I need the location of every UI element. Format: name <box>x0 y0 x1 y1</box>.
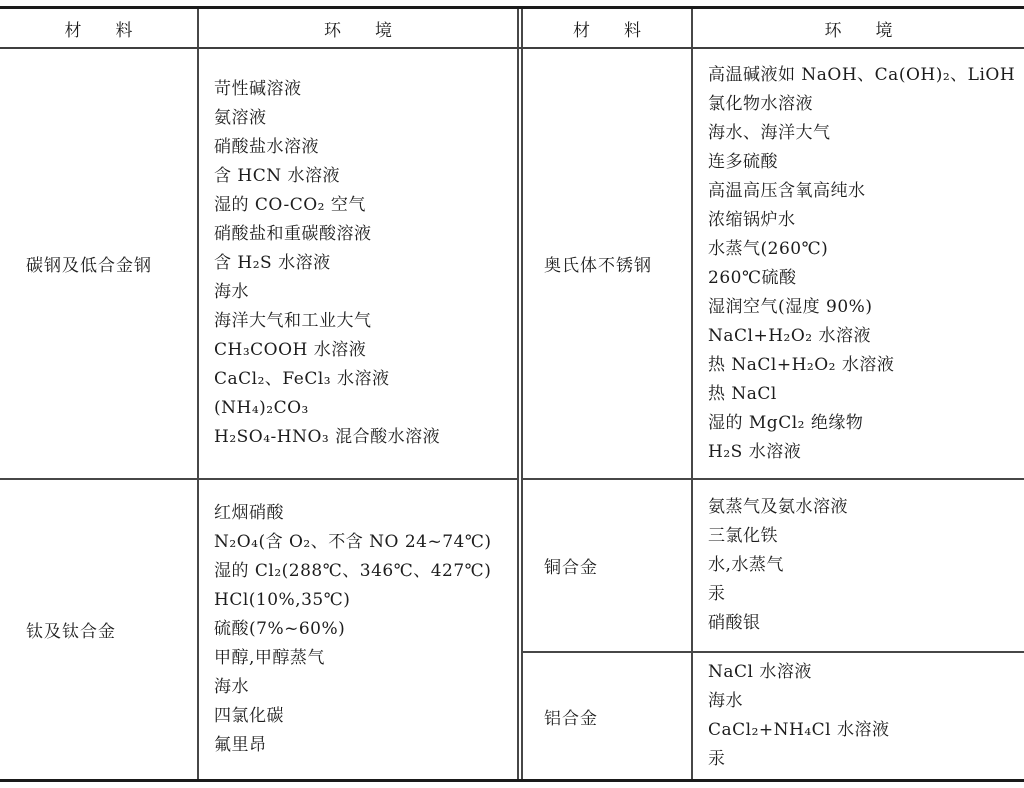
environment-item: 含 H₂S 水溶液 <box>214 253 331 273</box>
environment-item: 高温碱液如 NaOH、Ca(OH)₂、LiOH <box>708 64 1016 85</box>
environment-item: 260℃硫酸 <box>708 267 797 288</box>
environment-list-carbon-steel <box>199 49 517 478</box>
material-cell-aluminum-alloy: 铝合金 <box>523 653 693 779</box>
environment-item: 水,水蒸气 <box>708 555 784 575</box>
material-cell-carbon-steel: 碳钢及低合金钢 <box>0 49 199 478</box>
environment-item: CaCl₂、FeCl₃ 水溶液 <box>214 369 390 389</box>
environment-item: 红烟硝酸 <box>214 503 284 523</box>
environment-item: 三氯化铁 <box>708 526 778 546</box>
environment-item: 汞 <box>708 749 726 769</box>
environment-item: 热 NaCl+H₂O₂ 水溶液 <box>708 354 895 375</box>
header-environment-left: 环 境 <box>324 20 392 41</box>
environment-item: CH₃COOH 水溶液 <box>214 340 367 360</box>
environment-item: H₂SO₄-HNO₃ 混合酸水溶液 <box>214 427 441 447</box>
environment-item: 含 HCN 水溶液 <box>214 166 341 186</box>
row-aluminum-alloy <box>523 653 1024 779</box>
environment-item: 海水 <box>214 677 249 697</box>
environment-list-copper-alloy <box>693 480 1024 651</box>
environment-item: 水蒸气(260℃) <box>708 238 829 259</box>
environment-item: 硝酸盐水溶液 <box>214 137 319 157</box>
row-copper-alloy <box>523 480 1024 653</box>
environment-item: 甲醇,甲醇蒸气 <box>214 648 325 668</box>
environment-list-aluminum-alloy <box>693 653 1024 779</box>
environment-item: 氟里昂 <box>214 735 267 755</box>
environment-item: 湿的 MgCl₂ 绝缘物 <box>708 412 864 433</box>
header-environment-right: 环 境 <box>824 20 893 41</box>
environment-item: 氨蒸气及氨水溶液 <box>708 497 848 517</box>
environment-list-titanium <box>199 480 517 779</box>
table-right-half <box>523 49 1024 779</box>
environment-item: 高温高压含氧高纯水 <box>708 180 866 201</box>
material-cell-copper-alloy: 铜合金 <box>523 480 693 651</box>
environment-item: 氨溶液 <box>214 108 267 128</box>
environment-item: 海水、海洋大气 <box>708 122 831 143</box>
environment-item: 硝酸银 <box>708 613 761 633</box>
environment-item: (NH₄)₂CO₃ <box>214 398 309 418</box>
environment-item: 四氯化碳 <box>214 706 284 726</box>
table-body <box>0 49 1024 779</box>
environment-item: 湿润空气(湿度 90%) <box>708 296 873 317</box>
environment-list-austenitic-stainless <box>693 49 1024 478</box>
environment-item: 苛性碱溶液 <box>214 79 302 99</box>
environment-item: 浓缩锅炉水 <box>708 209 796 230</box>
table-left-half <box>0 49 517 779</box>
environment-item: H₂S 水溶液 <box>708 441 802 462</box>
environment-item: 湿的 CO-CO₂ 空气 <box>214 195 366 215</box>
environment-item: N₂O₄(含 O₂、不含 NO 24~74℃) <box>214 532 492 552</box>
row-carbon-steel <box>0 49 517 480</box>
environment-item: 连多硫酸 <box>708 151 778 172</box>
environment-item: HCl(10%,35℃) <box>214 590 351 610</box>
environment-item: 汞 <box>708 584 726 604</box>
environment-item: 海洋大气和工业大气 <box>214 311 372 331</box>
table-header-row <box>0 9 1024 49</box>
environment-item: NaCl+H₂O₂ 水溶液 <box>708 325 871 346</box>
environment-item: 海水 <box>708 691 743 711</box>
environment-item: 热 NaCl <box>708 383 777 404</box>
material-environment-table <box>0 6 1024 782</box>
material-cell-titanium: 钛及钛合金 <box>0 480 199 779</box>
row-austenitic-stainless <box>523 49 1024 480</box>
material-cell-austenitic-stainless: 奥氏体不锈钢 <box>523 49 693 478</box>
header-material-left: 材 料 <box>0 9 199 47</box>
environment-item: 湿的 Cl₂(288℃、346℃、427℃) <box>214 561 492 581</box>
environment-item: 氯化物水溶液 <box>708 93 813 114</box>
environment-item: 硝酸盐和重碳酸溶液 <box>214 224 372 244</box>
environment-item: CaCl₂+NH₄Cl 水溶液 <box>708 720 890 740</box>
environment-item: 硫酸(7%~60%) <box>214 619 346 639</box>
environment-item: NaCl 水溶液 <box>708 662 812 682</box>
header-material-right: 材 料 <box>523 9 693 47</box>
environment-item: 海水 <box>214 282 249 302</box>
row-titanium <box>0 480 517 779</box>
